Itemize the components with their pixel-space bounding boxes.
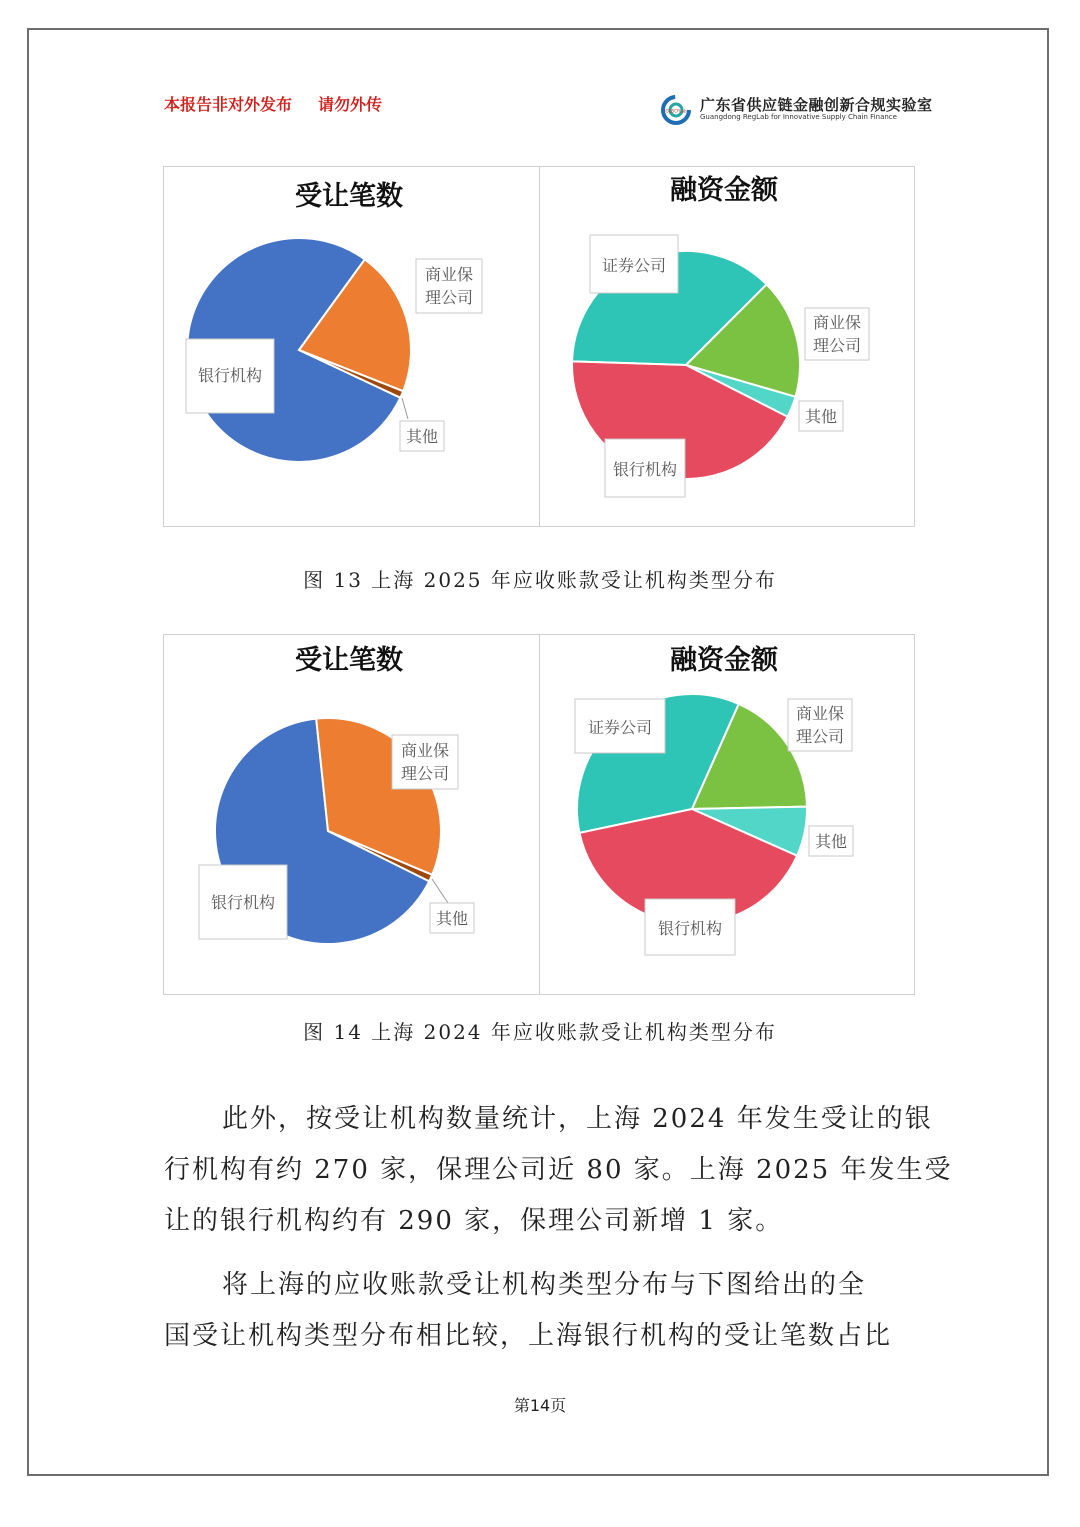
paragraph-line: 此外，按受让机构数量统计，上海 2024 年发生受让的银 <box>222 1104 933 1134</box>
paragraph-1 <box>164 1094 953 1247</box>
chart-title: 受让笔数 <box>295 181 403 212</box>
paragraph-line: 国受让机构类型分布相比较，上海银行机构的受让笔数占比 <box>164 1321 893 1351</box>
figure-13 <box>163 166 915 527</box>
label-factoring-line2: 理公司 <box>400 764 450 783</box>
figure-13-caption: 图 13 上海 2025 年应收账款受让机构类型分布 <box>303 568 777 592</box>
label-factoring-line1: 商业保 <box>812 313 862 332</box>
label-factoring-line2: 理公司 <box>812 336 862 355</box>
paragraph-line: 让的银行机构约有 290 家，保理公司新增 1 家。 <box>164 1206 784 1236</box>
chart-title: 融资金额 <box>670 645 778 676</box>
notice-no-forward: 请勿外传 <box>318 95 383 114</box>
lab-english-name: Guangdong RegLab for Innovative Supply Chain Finance <box>700 113 897 121</box>
label-other: 其他 <box>814 832 848 851</box>
label-securities: 证券公司 <box>587 718 653 737</box>
leader-line <box>402 398 408 419</box>
label-other: 其他 <box>405 427 439 446</box>
label-bank: 银行机构 <box>197 366 263 385</box>
figure-13-charts <box>164 167 916 528</box>
label-factoring-line1: 商业保 <box>400 741 450 760</box>
logo-abbr: GDSCFLab <box>665 108 687 114</box>
figure-14-charts <box>164 635 916 996</box>
lab-name: 广东省供应链金融创新合规实验室 <box>700 96 933 114</box>
label-securities: 证券公司 <box>601 256 667 275</box>
lab-logo <box>660 92 933 128</box>
chart-title: 融资金额 <box>670 175 778 206</box>
label-bank: 银行机构 <box>657 919 723 938</box>
lab-logo-icon <box>660 94 692 126</box>
confidential-notice <box>164 92 382 115</box>
label-factoring-line2: 理公司 <box>795 727 845 746</box>
notice-not-public: 本报告非对外发布 <box>164 95 293 114</box>
label-bank: 银行机构 <box>210 893 276 912</box>
paragraph-line: 行机构有约 270 家，保理公司近 80 家。上海 2025 年发生受 <box>164 1155 953 1185</box>
figure-14-caption: 图 14 上海 2024 年应收账款受让机构类型分布 <box>303 1020 777 1044</box>
paragraph-2 <box>164 1260 916 1362</box>
leader-line <box>432 879 448 903</box>
figure-14 <box>163 634 915 995</box>
label-other: 其他 <box>435 909 469 928</box>
label-bank: 银行机构 <box>612 460 678 479</box>
paragraph-line: 将上海的应收账款受让机构类型分布与下图给出的全 <box>222 1270 867 1300</box>
label-factoring-line1: 商业保 <box>424 265 474 284</box>
label-other: 其他 <box>804 407 838 426</box>
page-number: 第14页 <box>513 1396 567 1415</box>
label-factoring-line1: 商业保 <box>795 704 845 723</box>
chart-title: 受让笔数 <box>295 645 403 676</box>
label-factoring-line2: 理公司 <box>424 288 474 307</box>
